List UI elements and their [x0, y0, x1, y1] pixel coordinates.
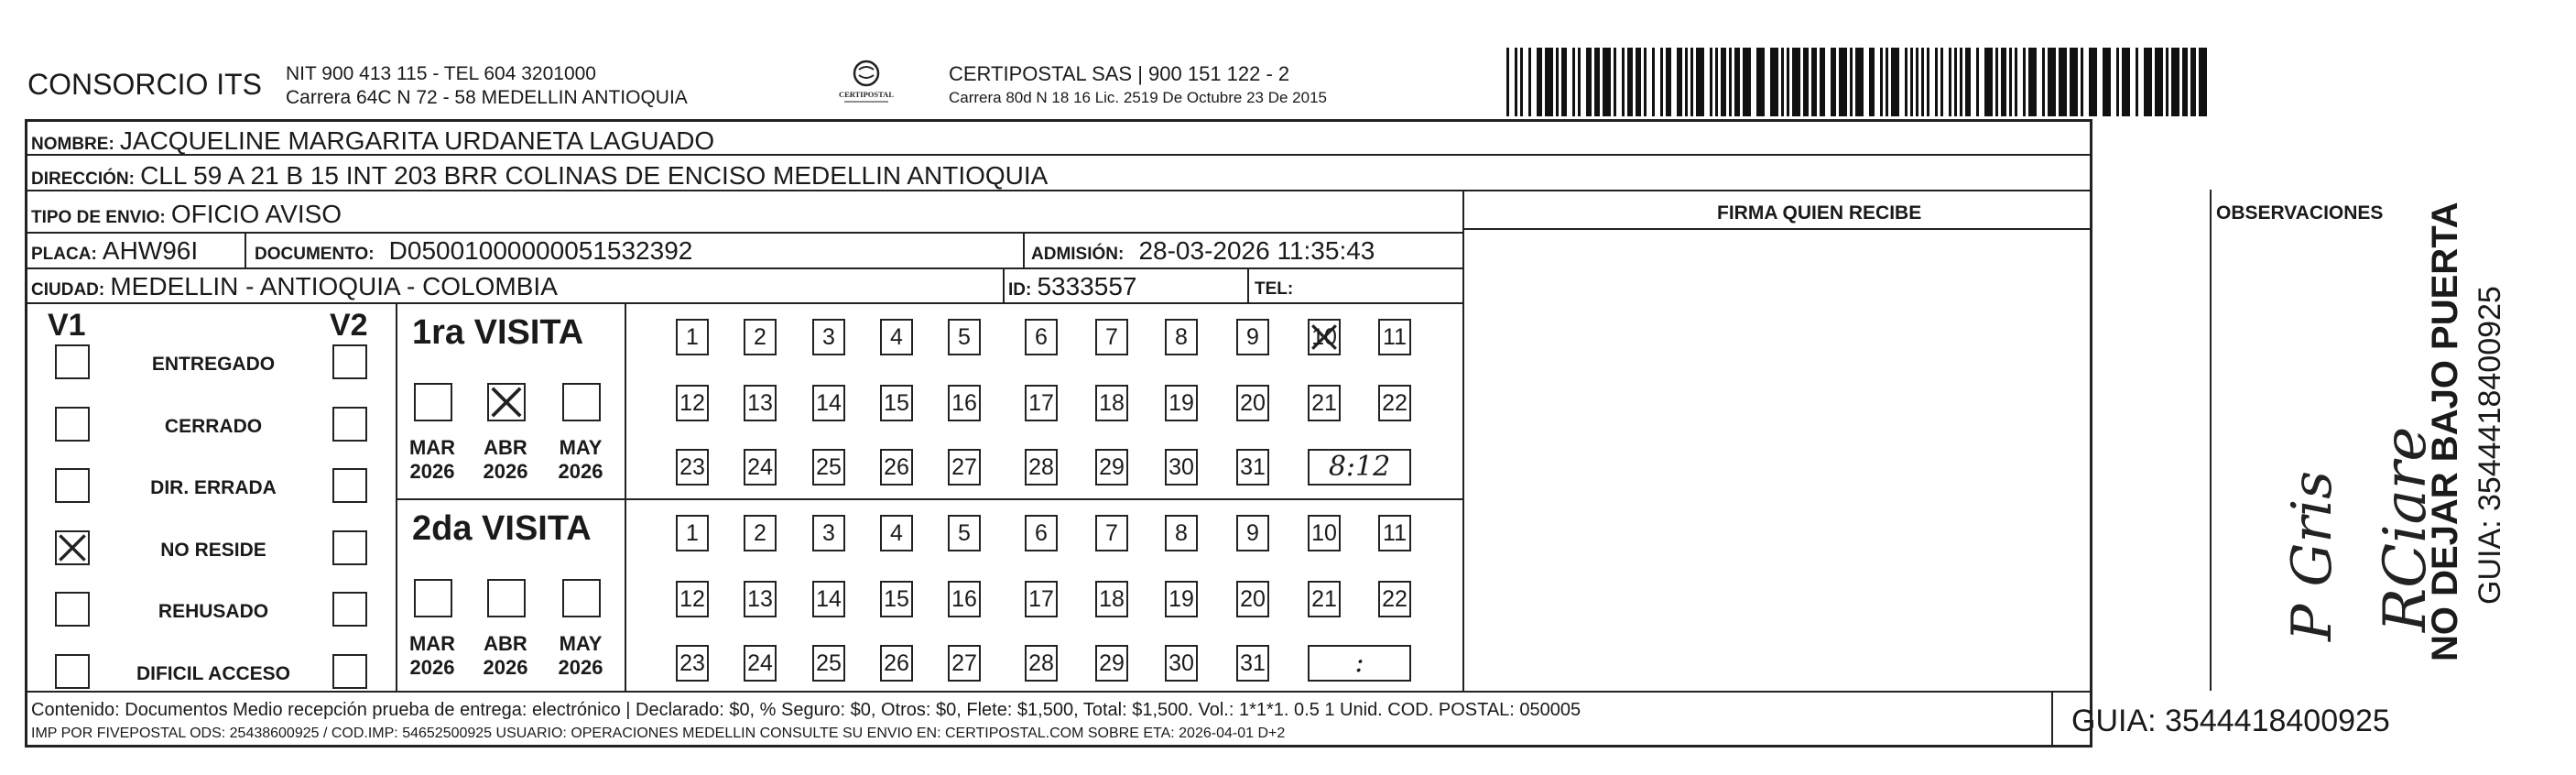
placa-label: PLACA:: [31, 245, 97, 264]
visit1-day-box[interactable]: 16: [948, 385, 981, 421]
visit2-day-box[interactable]: 29: [1095, 645, 1128, 682]
visit1-month-checkbox[interactable]: [487, 383, 526, 421]
ciudad-label: CIUDAD:: [31, 280, 105, 300]
visit2-day-box[interactable]: 13: [744, 581, 777, 617]
visit1-day-box[interactable]: 26: [880, 449, 913, 486]
visit1-day-box[interactable]: 14: [812, 385, 845, 421]
status-label: DIFICIL ACCESO: [136, 663, 290, 684]
certipostal-logo-text: CERTIPOSTAL: [838, 90, 895, 99]
company-name: CONSORCIO ITS: [27, 68, 263, 101]
month-year: 2026: [558, 656, 603, 679]
month-year: 2026: [558, 460, 603, 483]
visit1-month-checkbox[interactable]: [562, 383, 601, 421]
visit2-day-box[interactable]: 18: [1095, 581, 1128, 617]
visit1-day-box[interactable]: 12: [676, 385, 709, 421]
visit2-month-label: [553, 632, 608, 680]
certipostal-name: CERTIPOSTAL SAS | 900 151 122 - 2: [949, 62, 1290, 85]
visit2-day-box[interactable]: 3: [812, 515, 845, 551]
status-v2-checkbox[interactable]: [332, 344, 367, 379]
nombre-field: [31, 126, 714, 156]
visit1-day-box[interactable]: 25: [812, 449, 845, 486]
visit2-day-box[interactable]: 9: [1236, 515, 1269, 551]
visit2-day-box[interactable]: 24: [744, 645, 777, 682]
visit2-title: 2da VISITA: [412, 509, 592, 548]
footer-guia: GUIA: 3544418400925: [2071, 704, 2390, 738]
side-guia: GUIA: 3544418400925: [2473, 286, 2507, 605]
visit1-day-box[interactable]: 27: [948, 449, 981, 486]
visit1-day-box[interactable]: 1: [676, 319, 709, 355]
status-v1-checkbox[interactable]: [55, 344, 90, 379]
visit2-day-box[interactable]: 21: [1308, 581, 1341, 617]
visit2-day-box[interactable]: 26: [880, 645, 913, 682]
visit2-day-box[interactable]: 16: [948, 581, 981, 617]
visit2-day-box[interactable]: 1: [676, 515, 709, 551]
tipo-envio-field: [31, 200, 342, 229]
certipostal-logo: [833, 57, 899, 104]
visit1-day-box[interactable]: 24: [744, 449, 777, 486]
visit2-day-box[interactable]: 17: [1025, 581, 1058, 617]
tipo-envio-label: TIPO DE ENVIO:: [31, 208, 166, 227]
documento-field: [255, 236, 692, 266]
handwritten-observation-1: P Gris: [2280, 470, 2344, 641]
observaciones-label: OBSERVACIONES: [2216, 202, 2384, 224]
visit1-day-box[interactable]: 3: [812, 319, 845, 355]
visit1-day-box[interactable]: 29: [1095, 449, 1128, 486]
ciudad-value: MEDELLIN - ANTIOQUIA - COLOMBIA: [110, 272, 558, 300]
status-label: NO RESIDE: [160, 540, 266, 561]
visit2-day-box[interactable]: 28: [1025, 645, 1058, 682]
visit1-day-box[interactable]: 9: [1236, 319, 1269, 355]
certipostal-address: Carrera 80d N 18 16 Lic. 2519 De Octubre 23 De 2015: [949, 89, 1327, 106]
status-v2-checkbox[interactable]: [332, 592, 367, 627]
visit2-time-box[interactable]: :: [1308, 645, 1411, 682]
visit2-day-box[interactable]: 2: [744, 515, 777, 551]
handwritten-observation-2: RCiare: [2372, 426, 2440, 632]
visit1-time-box[interactable]: 8:12: [1308, 449, 1411, 486]
visit1-day-box[interactable]: 28: [1025, 449, 1058, 486]
company-info-line-2: Carrera 64C N 72 - 58 MEDELLIN ANTIOQUIA: [286, 87, 688, 108]
visit1-day-box[interactable]: 30: [1165, 449, 1198, 486]
month-name: ABR: [484, 436, 527, 459]
visit2-day-box[interactable]: 5: [948, 515, 981, 551]
placa-field: [31, 236, 198, 266]
month-year: 2026: [409, 656, 455, 679]
visit1-day-box[interactable]: 21: [1308, 385, 1341, 421]
month-name: ABR: [484, 632, 527, 655]
visit1-day-box[interactable]: 5: [948, 319, 981, 355]
month-name: MAY: [559, 436, 603, 459]
id-label: ID:: [1008, 280, 1032, 300]
visit2-month-label: [478, 632, 533, 680]
admision-label: ADMISIÓN:: [1031, 245, 1125, 264]
visit1-day-box[interactable]: 13: [744, 385, 777, 421]
status-v1-checkbox[interactable]: [55, 530, 90, 565]
visit1-day-box[interactable]: 11: [1378, 319, 1411, 355]
visit1-day-box[interactable]: 17: [1025, 385, 1058, 421]
direccion-value: CLL 59 A 21 B 15 INT 203 BRR COLINAS DE ENCISO MEDELLIN ANTIOQUIA: [140, 161, 1049, 190]
visit2-day-box[interactable]: 15: [880, 581, 913, 617]
month-name: MAR: [408, 632, 456, 655]
visit2-day-box[interactable]: 30: [1165, 645, 1198, 682]
visit2-day-box[interactable]: 31: [1236, 645, 1269, 682]
admision-field: [1031, 236, 1375, 266]
status-v2-checkbox[interactable]: [332, 530, 367, 565]
visit1-day-box[interactable]: 31: [1236, 449, 1269, 486]
visit2-day-box[interactable]: 22: [1378, 581, 1411, 617]
tipo-envio-value: OFICIO AVISO: [170, 200, 342, 228]
visit2-day-box[interactable]: 23: [676, 645, 709, 682]
month-year: 2026: [483, 460, 528, 483]
visit1-day-box[interactable]: 10: [1308, 319, 1341, 355]
visit1-month-label: [553, 436, 608, 484]
status-v1-checkbox[interactable]: [55, 407, 90, 442]
status-v2-checkbox[interactable]: [332, 654, 367, 689]
visit2-day-box[interactable]: 11: [1378, 515, 1411, 551]
visit2-day-box[interactable]: 14: [812, 581, 845, 617]
documento-value: D05001000000051532392: [388, 236, 693, 265]
status-label: DIR. ERRADA: [150, 477, 277, 498]
visit2-month-checkbox[interactable]: [562, 579, 601, 617]
visit2-month-checkbox[interactable]: [487, 579, 526, 617]
nombre-label: NOMBRE:: [31, 135, 114, 154]
id-value: 5333557: [1037, 272, 1137, 300]
visit1-day-box[interactable]: 20: [1236, 385, 1269, 421]
footer-content-line: Contenido: Documentos Medio recepción prueba de entrega: electrónico | Declarado: $0, % Seguro: $0, Otros: $0, Flete: $1,500, Total: $1,500. Vol.: 1*1*1. 0.5 1 Unid. COD. POSTAL: 050005: [31, 700, 1581, 720]
firma-label: FIRMA QUIEN RECIBE: [1717, 202, 1922, 224]
visit1-day-box[interactable]: 23: [676, 449, 709, 486]
visit1-title: 1ra VISITA: [412, 313, 584, 352]
tel-field: [1255, 276, 1293, 300]
status-v2-checkbox[interactable]: [332, 407, 367, 442]
visit2-day-box[interactable]: 7: [1095, 515, 1128, 551]
status-v1-checkbox[interactable]: [55, 592, 90, 627]
status-label: CERRADO: [164, 416, 263, 437]
id-field: [1008, 272, 1136, 301]
barcode: [1506, 48, 2207, 116]
visit2-day-box[interactable]: 8: [1165, 515, 1198, 551]
month-name: MAR: [408, 436, 456, 459]
month-name: MAY: [559, 632, 603, 655]
visit2-month-label: [405, 632, 460, 680]
visit1-day-box[interactable]: 19: [1165, 385, 1198, 421]
visit1-month-checkbox[interactable]: [414, 383, 452, 421]
visit1-day-box[interactable]: 6: [1025, 319, 1058, 355]
month-year: 2026: [483, 656, 528, 679]
visit2-day-box[interactable]: 19: [1165, 581, 1198, 617]
visit2-day-box[interactable]: 27: [948, 645, 981, 682]
company-info-line-1: NIT 900 413 115 - TEL 604 3201000: [286, 63, 596, 84]
status-label: REHUSADO: [158, 601, 269, 622]
month-year: 2026: [409, 460, 455, 483]
ciudad-field: [31, 272, 558, 301]
visit2-day-box[interactable]: 4: [880, 515, 913, 551]
visit2-day-box[interactable]: 6: [1025, 515, 1058, 551]
nombre-value: JACQUELINE MARGARITA URDANETA LAGUADO: [119, 126, 715, 155]
visit2-day-box[interactable]: 25: [812, 645, 845, 682]
placa-value: AHW96I: [102, 236, 199, 265]
visit1-day-box[interactable]: 7: [1095, 319, 1128, 355]
direccion-field: [31, 161, 1048, 191]
status-v2-checkbox[interactable]: [332, 468, 367, 503]
documento-label: DOCUMENTO:: [255, 245, 375, 264]
visit2-day-box[interactable]: 20: [1236, 581, 1269, 617]
status-v1-checkbox[interactable]: [55, 468, 90, 503]
v2-header: V2: [330, 308, 368, 343]
footer-print-line: IMP POR FIVEPOSTAL ODS: 25438600925 / COD.IMP: 54652500925 USUARIO: OPERACIONES MEDELLIN CONSULTE SU ENVIO EN: CERTIPOSTAL.COM SOBRE ETA: 2026-04-01 D+2: [31, 726, 1286, 741]
visit2-day-box[interactable]: 12: [676, 581, 709, 617]
visit1-day-box[interactable]: 15: [880, 385, 913, 421]
status-label: ENTREGADO: [151, 354, 276, 375]
visit1-day-box[interactable]: 8: [1165, 319, 1198, 355]
tel-label: TEL:: [1255, 279, 1294, 299]
visit1-day-box[interactable]: 4: [880, 319, 913, 355]
side-warning: NO DEJAR BAJO PUERTA: [2425, 202, 2465, 661]
admision-value: 28-03-2026 11:35:43: [1138, 236, 1375, 265]
visit1-day-box[interactable]: 18: [1095, 385, 1128, 421]
visit2-month-checkbox[interactable]: [414, 579, 452, 617]
visit1-month-label: [478, 436, 533, 484]
visit1-day-box[interactable]: 2: [744, 319, 777, 355]
visit2-day-box[interactable]: 10: [1308, 515, 1341, 551]
visit1-day-box[interactable]: 22: [1378, 385, 1411, 421]
direccion-label: DIRECCIÓN:: [31, 169, 135, 189]
visit1-month-label: [405, 436, 460, 484]
status-v1-checkbox[interactable]: [55, 654, 90, 689]
v1-header: V1: [48, 308, 86, 343]
